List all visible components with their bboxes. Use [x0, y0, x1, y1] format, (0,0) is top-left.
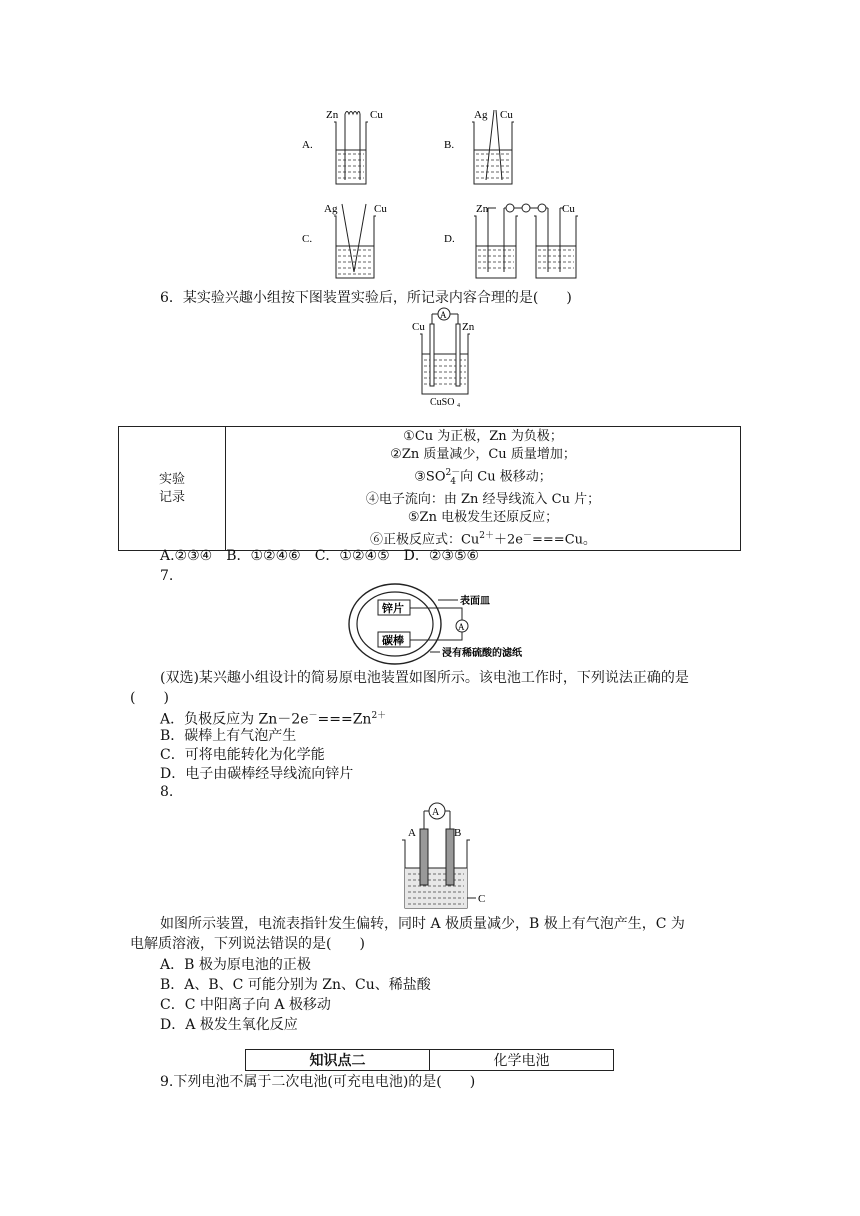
q8-stem-2: 电解质溶液，下列说法错误的是( ): [130, 936, 365, 952]
q8-option-c: C．C 中阳离子向 A 极移动: [160, 997, 331, 1013]
q6-figure: [410, 306, 490, 410]
q6-fig-solution: CuSO: [430, 397, 455, 408]
q7-carbon: 碳棒: [382, 635, 404, 647]
q7-option-a: A．负极反应为 $Zn-2e^-===Zn^{2+}$: [160, 711, 387, 728]
section-header: [245, 1049, 614, 1071]
record-6: ⑥正极反应式：$Cu^{2+}+2e^-===Cu$。: [369, 530, 597, 548]
section-left: 知识点二: [246, 1050, 430, 1071]
q7-paper-label: 浸有稀硫酸的滤纸: [442, 648, 522, 659]
q6-ammeter-icon: A: [440, 310, 447, 320]
q6-stem: 6．某实验兴趣小组按下图装置实验后，所记录内容合理的是( ): [160, 290, 572, 306]
q7-number: 7.: [160, 568, 174, 584]
q7-stem-1: (双选)某兴趣小组设计的简易原电池装置如图所示。该电池工作时，下列说法正确的是: [160, 670, 689, 686]
q8-ammeter-icon: A: [432, 807, 440, 818]
fig-a-letter: A.: [302, 139, 313, 151]
q7-ammeter-icon: A: [458, 622, 465, 632]
q6-table-records: [226, 427, 741, 551]
fig-d-right: Cu: [562, 203, 575, 215]
q7-option-b: B．碳棒上有气泡产生: [160, 728, 297, 744]
fig-a-right: Cu: [370, 109, 383, 121]
fig-c-letter: C.: [302, 233, 313, 245]
section-right: 化学电池: [430, 1050, 614, 1071]
q8-number: 8.: [160, 784, 174, 800]
record-1: ①Cu 为正极，Zn 为负极；: [403, 429, 563, 444]
q7-zinc: 锌片: [382, 603, 404, 615]
fig-c-left: Ag: [324, 203, 338, 215]
q5-figures: [290, 100, 600, 285]
svg-text:4: 4: [457, 403, 460, 409]
q8-option-b: B．A、B、C 可能分别为 Zn、Cu、稀盐酸: [160, 977, 431, 993]
fig-d-left: Zn: [476, 203, 489, 215]
record-2: ②Zn 质量减少，Cu 质量增加；: [390, 447, 576, 462]
fig-b-left: Ag: [474, 109, 488, 121]
fig-c-right: Cu: [374, 203, 387, 215]
fig-a-left: Zn: [326, 109, 339, 121]
q7-figure: [340, 582, 550, 668]
q8-option-d: D．A 极发生氧化反应: [160, 1017, 298, 1033]
q9-stem: 9.下列电池不属于二次电池(可充电电池)的是( ): [160, 1074, 476, 1090]
record-5: ⑤Zn 电极发生还原反应；: [407, 509, 559, 525]
q6-table-header: 实验 记录: [119, 427, 226, 551]
fig-b-right: Cu: [500, 109, 513, 121]
q7-option-c: C．可将电能转化为化学能: [160, 747, 325, 763]
fig-b-letter: B.: [444, 139, 455, 151]
q7-dish-label: 表面皿: [460, 596, 490, 607]
q6-fig-left: Cu: [412, 321, 425, 333]
fig-d-letter: D.: [444, 233, 455, 245]
q7-option-d: D．电子由碳棒经导线流向锌片: [160, 766, 354, 782]
q8-label-a: A: [408, 827, 416, 839]
q7-stem-2: ( ): [130, 690, 169, 706]
q8-stem-1: 如图所示装置，电流表指针发生偏转，同时 A 极质量减少，B 极上有气泡产生，C 为: [160, 916, 685, 932]
q6-record-table: [118, 426, 741, 551]
q6-fig-right: Zn: [462, 321, 475, 333]
q8-label-b: B: [454, 827, 462, 839]
q8-figure: [396, 800, 496, 912]
q6-options: A.②③④ B．①②④⑥ C．①②④⑤ D．②③⑤⑥: [160, 548, 480, 564]
record-4: ④电子流向：由 Zn 经导线流入 Cu 片；: [365, 491, 601, 507]
q8-label-c: C: [478, 893, 486, 905]
q8-option-a: A．B 极为原电池的正极: [160, 957, 311, 973]
record-3: $③SO^{2-}_4$ 向 Cu 极移动；: [414, 468, 552, 487]
